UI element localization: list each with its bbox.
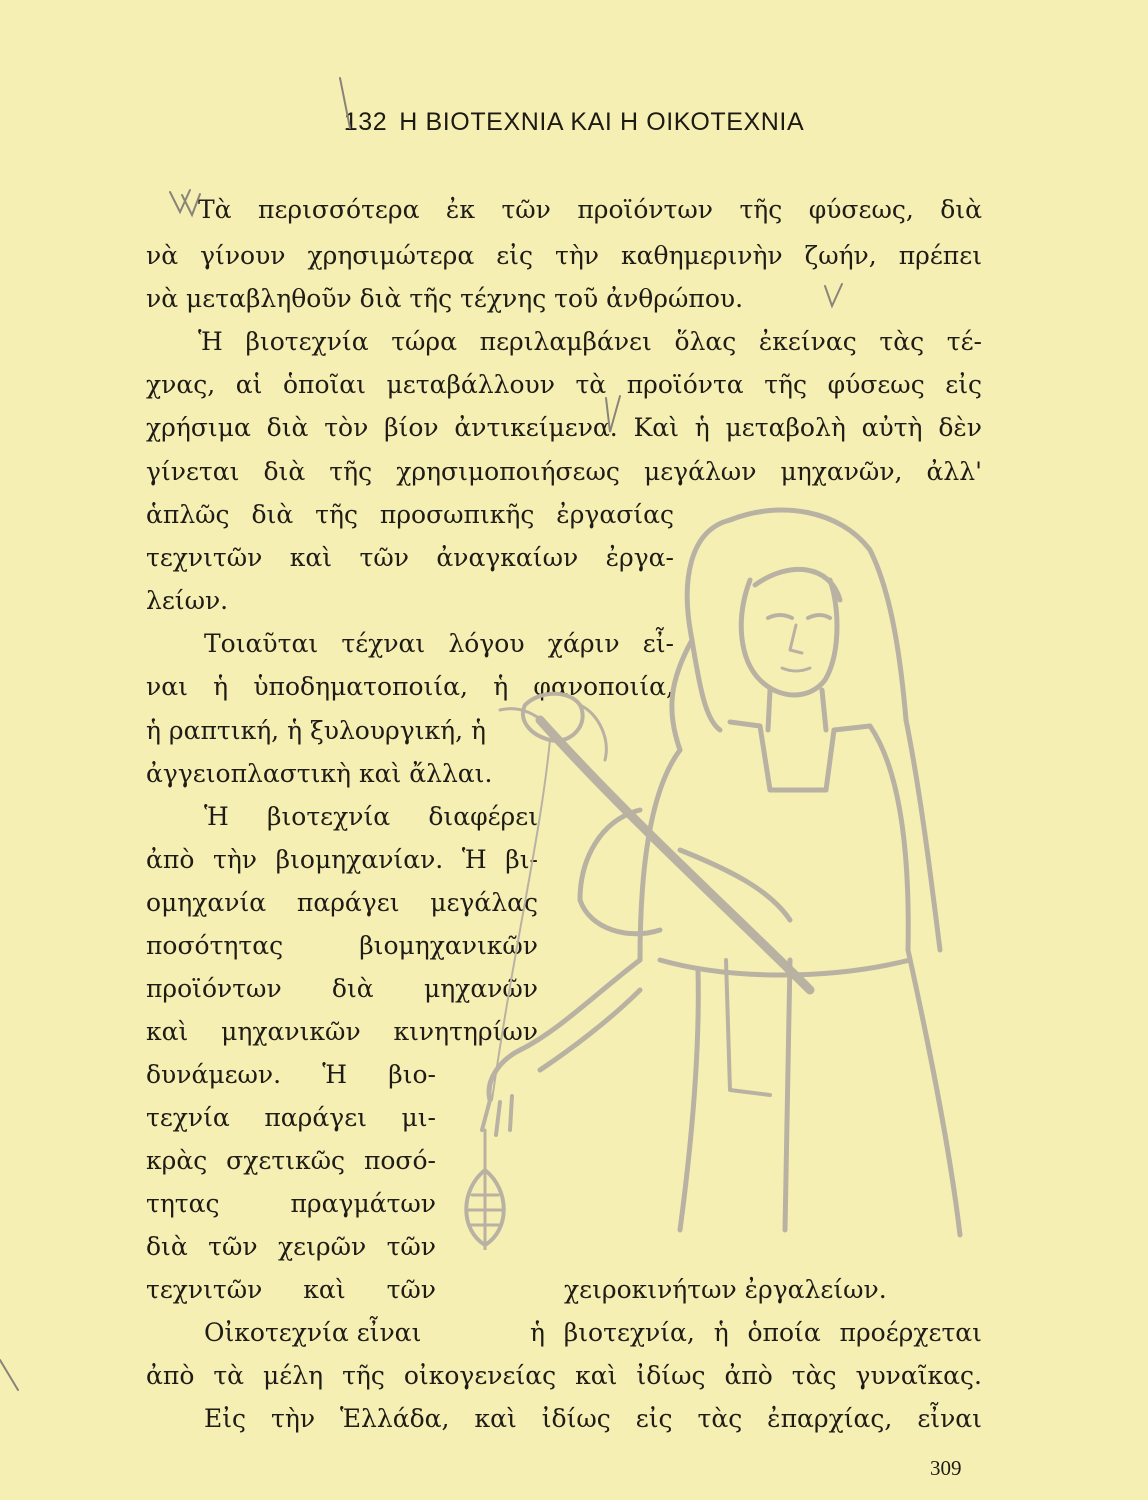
text-line: ἡ ραπτική, ἡ ξυλουργική, ἡ — [146, 716, 486, 745]
text-line: γίνεται διὰ τῆς χρησιμοποιήσεως μεγάλων μηχανῶν, ἀλλ' — [146, 457, 982, 486]
text-line: Τὰ περισσότερα ἐκ τῶν προϊόντων τῆς φύσεως, διὰ — [198, 195, 982, 224]
text-line: Εἰς τὴν Ἑλλάδα, καὶ ἰδίως εἰς τὰς ἐπαρχίας, εἶναι — [204, 1404, 982, 1433]
section-number: 132 — [343, 108, 388, 136]
text-line: χρήσιμα διὰ τὸν βίον ἀντικείμενα. Καὶ ἡ μεταβολὴ αὐτὴ δὲν — [146, 413, 982, 442]
text-line: χνας, αἱ ὁποῖαι μεταβάλλουν τὰ προϊόντα τῆς φύσεως εἰς — [146, 370, 982, 399]
text-line: ἀπὸ τὰ μέλη τῆς οἰκογενείας καὶ ἰδίως ἀπὸ τὰς γυναῖκας. — [146, 1361, 982, 1390]
text-line: ἡ βιοτεχνία, ἡ ὁποία προέρχεται — [530, 1318, 982, 1347]
text-line: χειροκινήτων ἐργαλείων. — [564, 1275, 887, 1304]
text-line: καὶ μηχανικῶν κινητηρίων — [146, 1017, 538, 1046]
text-line: Ἡ βιοτεχνία τώρα περιλαμβάνει ὅλας ἐκείνας τὰς τέ- — [198, 327, 982, 356]
text-line: Ἡ βιοτεχνία διαφέρει — [204, 802, 538, 831]
woman-spinning-wool-with-distaff-and-spindle-icon — [430, 490, 990, 1250]
section-heading — [0, 108, 1148, 137]
text-line: ἁπλῶς διὰ τῆς προσωπικῆς ἐργασίας — [146, 500, 674, 529]
text-line: λείων. — [146, 586, 229, 615]
headscarf-outline — [687, 520, 730, 730]
text-line: ποσότητας βιομηχανικῶν — [146, 931, 538, 960]
text-line: νὰ γίνουν χρησιμώτερα εἰς τὴν καθημερινὴν ζωήν, πρέπει — [146, 241, 982, 270]
text-line: δυνάμεων. Ἡ βιο- — [146, 1060, 436, 1089]
text-line: ναι ἡ ὑποδηματοποιία, ἡ φανοποιία, — [146, 672, 674, 701]
text-line: διὰ τῶν χειρῶν τῶν — [146, 1232, 436, 1261]
text-line: Οἰκοτεχνία εἶναι — [204, 1318, 422, 1347]
text-line: προϊόντων διὰ μηχανῶν — [146, 974, 538, 1003]
page-number: 309 — [930, 1456, 962, 1480]
text-line: τητας πραγμάτων — [146, 1189, 436, 1218]
text-line: τεχνιτῶν καὶ τῶν ἀναγκαίων ἐργα- — [146, 543, 674, 572]
text-line: κρὰς σχετικῶς ποσό- — [146, 1146, 436, 1175]
section-title: Η ΒΙΟΤΕΧΝΙΑ ΚΑΙ Η ΟΙΚΟΤΕΧΝΙΑ — [399, 108, 805, 136]
text-line: ομηχανία παράγει μεγάλας — [146, 888, 538, 917]
text-line: νὰ μεταβληθοῦν διὰ τῆς τέχνης τοῦ ἀνθρώπου. — [146, 284, 744, 313]
text-line: ἀπὸ τὴν βιομηχανίαν. Ἡ βι- — [146, 845, 538, 874]
text-line: Τοιαῦται τέχναι λόγου χάριν εἶ- — [204, 629, 674, 658]
text-line: τεχνία παράγει μι- — [146, 1103, 436, 1132]
text-line: ἀγγειοπλαστικὴ καὶ ἄλλαι. — [146, 759, 493, 788]
face-outline — [741, 580, 837, 695]
text-line: τεχνιτῶν καὶ τῶν — [146, 1275, 436, 1304]
